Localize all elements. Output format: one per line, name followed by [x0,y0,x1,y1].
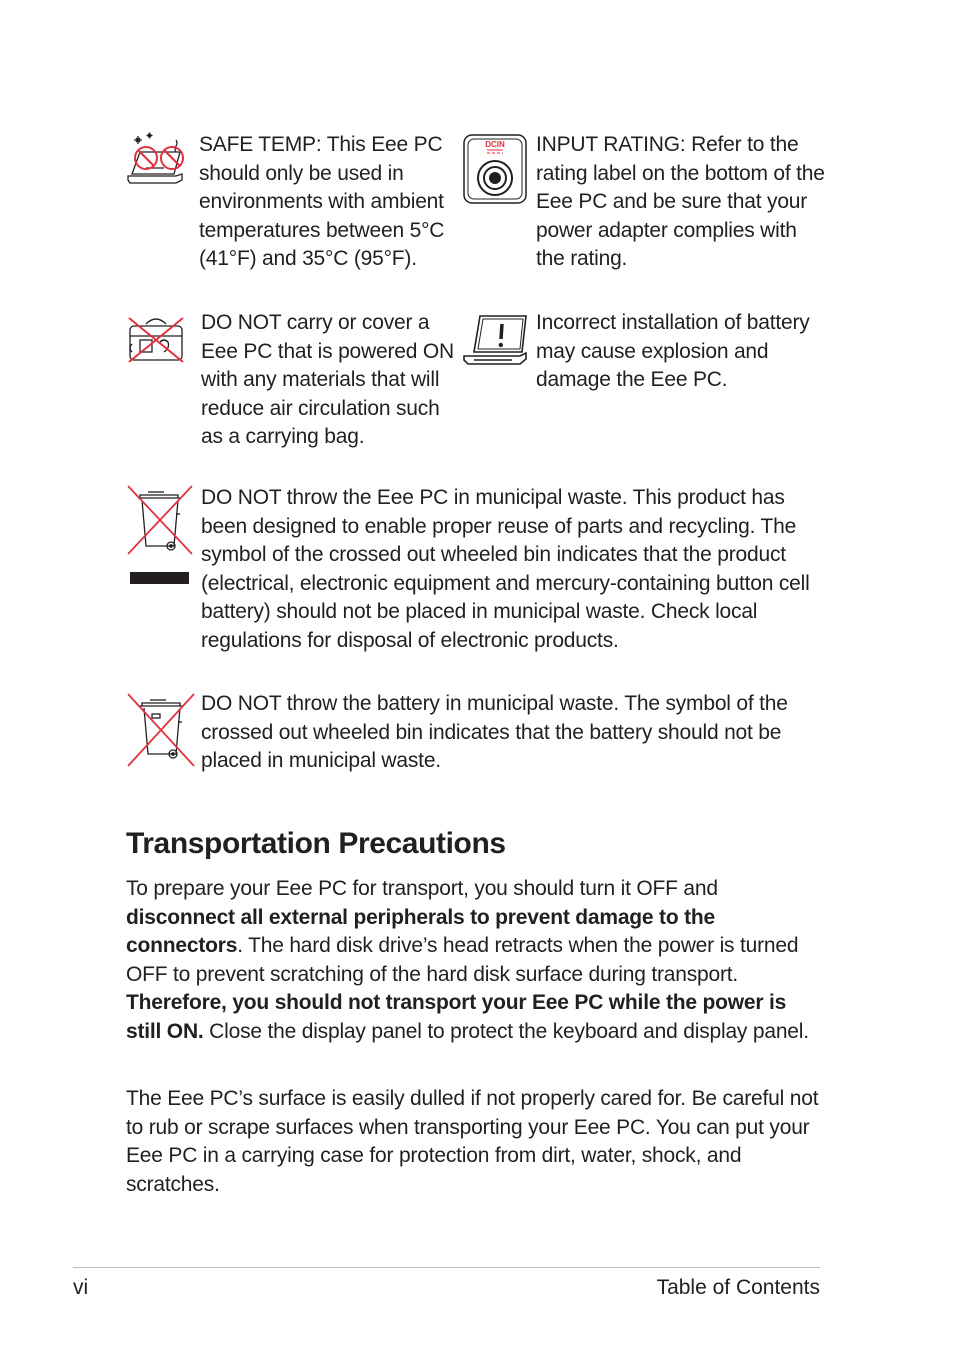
transport-paragraph-1 [126,875,826,1046]
footer-divider [73,1267,820,1268]
transport-paragraph-2: The Eee PC’s surface is easily dulled if not properly cared for. Be careful not to rub or scrape surfaces when transporting your Eee PC. You can put your Eee PC in a carrying case for protection from dirt, water, shock, and scratches. [126,1087,819,1196]
laptop-warning-icon [462,312,530,376]
battery-install-text: Incorrect installation of battery may cause explosion and damage the Eee PC. [536,311,810,391]
safe-temp-text: SAFE TEMP: This Eee PC should only be used in environments with ambient temperatures between 5°C (41°F) and 35°C (95°F). [199,133,445,270]
p1-end: Close the display panel to protect the keyboard and display panel. [203,1019,809,1043]
input-rating-text: INPUT RATING: Refer to the rating label on the bottom of the Eee PC and be sure that your power adapter complies with the rating. [536,133,825,270]
dcin-label: DCIN [485,140,505,149]
section-title: Transportation Precautions [126,827,506,860]
crossed-bin-icon [126,484,194,588]
waste-battery-text: DO NOT throw the battery in municipal waste. The symbol of the crossed out wheeled bin indicates that the battery should not be placed in municipal waste. [201,692,788,772]
page-number: vi [73,1276,89,1299]
crossed-bin-battery-icon [126,692,196,770]
p1-bold-power: Therefore, you should not transport your Eee PC while the power is still ON. [126,991,787,1043]
do-not-carry-text: DO NOT carry or cover a Eee PC that is powered ON with any materials that will reduce air circulation such as a carrying bag. [201,311,454,448]
footer-section-title: Table of Contents [656,1276,820,1299]
p1-middle: . The hard disk drive’s head retracts when the power is turned OFF to prevent scratching of the hard disk surface during transport. [126,934,799,986]
p1-intro: To prepare your Eee PC for transport, you should turn it OFF and [126,877,718,900]
safe-temp-icon [124,130,192,194]
dcin-icon [462,133,528,205]
carrying-bag-icon [126,314,186,364]
waste-pc-text: DO NOT throw the Eee PC in municipal waste. This product has been designed to enable proper reuse of parts and recycling. The symbol of the crossed out wheeled bin indicates that the product (electrical, electronic equipment and mercury-containing button cell battery) should not be placed in municipal waste. Check local regulations for disposal of electronic products. [201,486,810,652]
p1-bold-disconnect: disconnect all external peripherals to prevent damage to the connectors [126,905,716,957]
